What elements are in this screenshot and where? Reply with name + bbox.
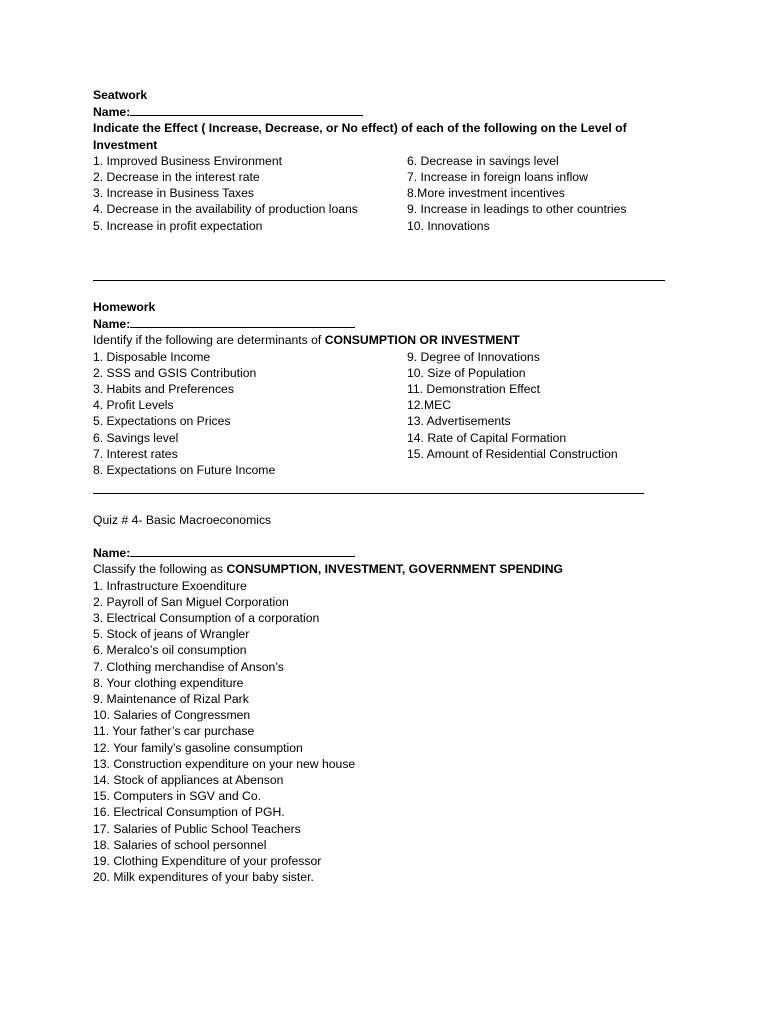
quiz-instruction: [93, 561, 673, 577]
list-item: 7. Increase in foreign loans inflow: [407, 170, 588, 185]
homework-heading: Homework: [93, 300, 156, 314]
quiz-name-field: [93, 544, 673, 561]
seatwork-name-label: Name:: [93, 105, 131, 120]
homework-instruction-emphasis: CONSUMPTION OR INVESTMENT: [324, 333, 520, 348]
seatwork-items-left: [93, 153, 407, 234]
list-item: 2. SSS and GSIS Contribution: [93, 365, 257, 380]
list-item: 1. Improved Business Environment: [93, 153, 282, 168]
list-item: 3. Electrical Consumption of a corporation: [93, 611, 320, 626]
list-item: 2. Decrease in the interest rate: [93, 170, 260, 185]
section-divider: [93, 280, 665, 281]
quiz-name-label: Name:: [93, 546, 131, 561]
seatwork-items: [93, 153, 673, 234]
list-item: 8.More investment incentives: [407, 186, 565, 201]
homework-name-blank: [130, 315, 355, 328]
list-item: 9. Maintenance of Rizal Park: [93, 692, 249, 707]
list-item: 5. Increase in profit expectation: [93, 218, 263, 233]
seatwork-name-field: [93, 103, 673, 120]
quiz-heading: Quiz # 4- Basic Macroeconomics: [93, 513, 272, 527]
list-item: 15. Computers in SGV and Co.: [93, 789, 262, 804]
list-item: 2. Payroll of San Miguel Corporation: [93, 594, 289, 609]
homework-items-right: [407, 349, 673, 479]
list-item: 12. Your family’s gasoline consumption: [93, 740, 303, 755]
list-item: 14. Rate of Capital Formation: [407, 430, 567, 445]
list-item: 13. Construction expenditure on your new house: [93, 756, 356, 771]
list-item: 9. Increase in leadings to other countries: [407, 202, 627, 217]
list-item: 19. Clothing Expenditure of your professor: [93, 854, 322, 869]
quiz-name-blank: [130, 544, 355, 557]
quiz-items: [93, 578, 673, 886]
seatwork-name-blank: [130, 103, 363, 116]
list-item: 5. Stock of jeans of Wrangler: [93, 627, 250, 642]
list-item: 17. Salaries of Public School Teachers: [93, 821, 301, 836]
homework-name-label: Name:: [93, 317, 131, 332]
list-item: 3. Habits and Preferences: [93, 382, 234, 397]
blank-line: [93, 528, 673, 544]
quiz-instruction-emphasis: CONSUMPTION, INVESTMENT, GOVERNMENT SPENDING: [226, 562, 563, 577]
list-item: 7. Interest rates: [93, 446, 178, 461]
list-item: 11. Demonstration Effect: [407, 382, 541, 397]
list-item: 5. Expectations on Prices: [93, 414, 231, 429]
list-item: 10. Innovations: [407, 218, 490, 233]
list-item: 15. Amount of Residential Construction: [407, 446, 618, 461]
list-item: 4. Decrease in the availability of production loans: [93, 202, 358, 217]
list-item: 1. Disposable Income: [93, 349, 211, 364]
list-item: 11. Your father’s car purchase: [93, 724, 255, 739]
list-item: 6. Meralco’s oil consumption: [93, 643, 247, 658]
homework-items: [93, 349, 673, 479]
list-item: 18. Salaries of school personnel: [93, 837, 267, 852]
list-item: 8. Expectations on Future Income: [93, 463, 276, 478]
list-item: 14. Stock of appliances at Abenson: [93, 773, 284, 788]
list-item: 1. Infrastructure Exoenditure: [93, 578, 247, 593]
homework-name-field: [93, 315, 673, 332]
seatwork-instruction: Indicate the Effect ( Increase, Decrease, or No effect) of each of the following on the Level of Investment: [93, 121, 627, 152]
homework-instruction: [93, 332, 673, 348]
list-item: 8. Your clothing expenditure: [93, 675, 244, 690]
section-divider: [93, 493, 644, 494]
list-item: 6. Savings level: [93, 430, 179, 445]
list-item: 20. Milk expenditures of your baby sister.: [93, 870, 314, 885]
quiz-instruction-text: Classify the following as: [93, 562, 227, 577]
list-item: 6. Decrease in savings level: [407, 153, 559, 168]
list-item: 9. Degree of Innovations: [407, 349, 540, 364]
list-item: 10. Salaries of Congressmen: [93, 708, 251, 723]
list-item: 16. Electrical Consumption of PGH.: [93, 805, 285, 820]
seatwork-heading: Seatwork: [93, 88, 148, 102]
list-item: 12.MEC: [407, 398, 452, 413]
list-item: 4. Profit Levels: [93, 398, 174, 413]
seatwork-items-right: [407, 153, 673, 234]
list-item: 3. Increase in Business Taxes: [93, 186, 255, 201]
list-item: 7. Clothing merchandise of Anson’s: [93, 659, 284, 674]
seatwork-section: [93, 87, 673, 234]
list-item: 10. Size of Population: [407, 365, 526, 380]
list-item: 13. Advertisements: [407, 414, 511, 429]
homework-instruction-text: Identify if the following are determinants of: [93, 333, 325, 348]
homework-items-left: [93, 349, 407, 479]
homework-section: [93, 299, 673, 478]
quiz-section: [93, 512, 673, 885]
